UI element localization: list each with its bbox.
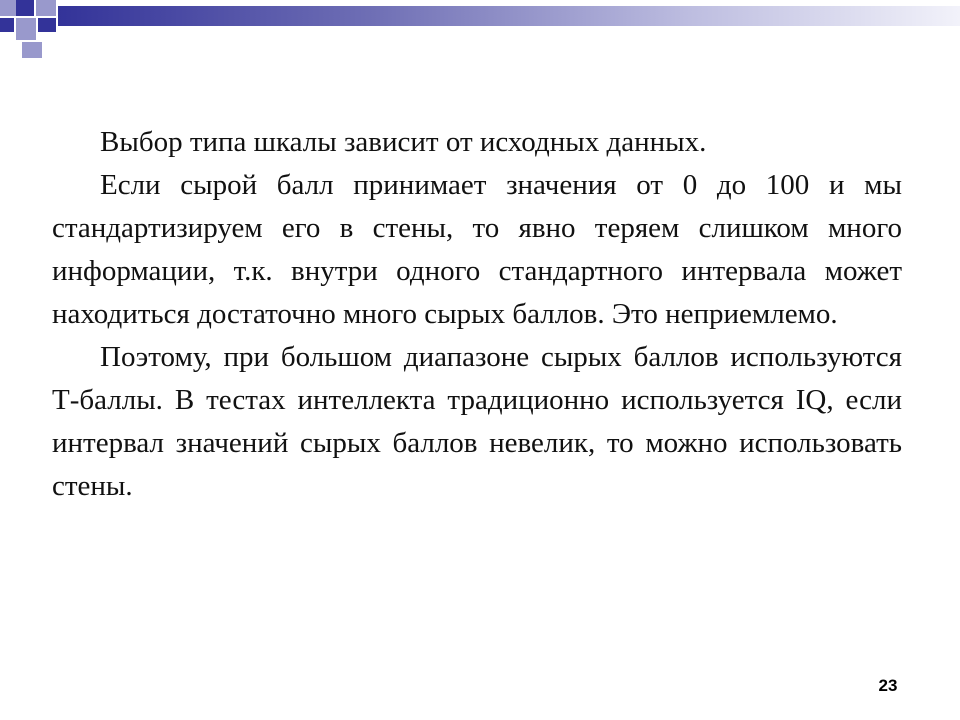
slide-body [52, 121, 902, 508]
decor-square [0, 18, 14, 32]
paragraph: Выбор типа шкалы зависит от исходных данных. [100, 126, 707, 158]
top-gradient-band [58, 6, 960, 26]
decor-square [16, 18, 36, 40]
paragraph: Если сырой балл принимает значения от 0 до 100 и мы стандартизируем его в стены, то явно теряем слишком много информации, т.к. внутри одного стандартного интервала может находиться достаточно много сырых баллов. Это неприемлемо. [52, 169, 902, 330]
decor-square [22, 42, 42, 58]
paragraph: Поэтому, при большом диапазоне сырых баллов используются Т-баллы. В тестах интеллекта традиционно используется IQ, если интервал значений сырых баллов невелик, то можно использовать стены. [52, 341, 902, 502]
page-number: 23 [878, 676, 898, 695]
decor-square [36, 0, 56, 16]
decor-square [16, 0, 34, 16]
decor-square [0, 0, 16, 16]
decor-square [38, 18, 56, 32]
